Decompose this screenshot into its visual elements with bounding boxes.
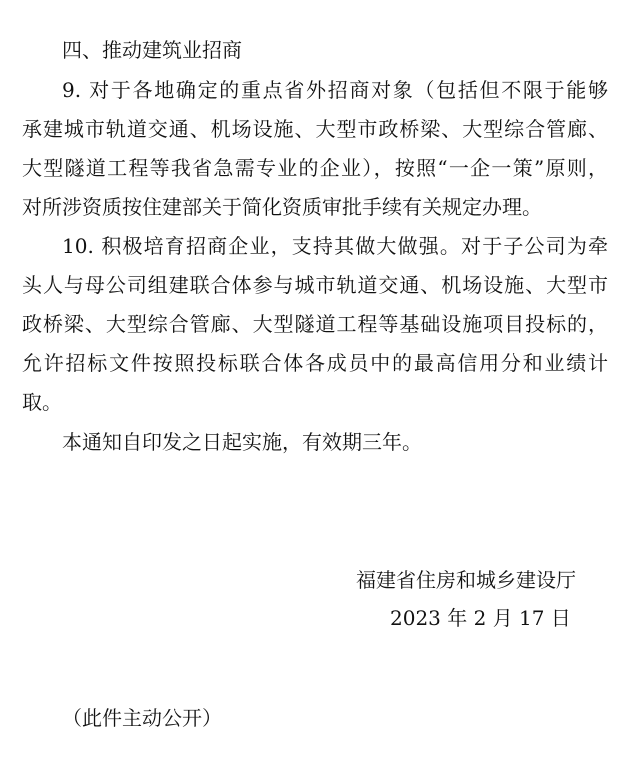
disclosure-note: （此件主动公开） — [62, 706, 222, 730]
paragraph-line: 大型隧道工程等我省急需专业的企业），按照“一企一策”原则， — [22, 156, 608, 180]
paragraph-line: 9. 对于各地确定的重点省外招商对象（包括但不限于能够 — [62, 78, 608, 102]
paragraph-line: 承建城市轨道交通、机场设施、大型市政桥梁、大型综合管廊、 — [22, 117, 608, 141]
section-heading: 四、推动建筑业招商 — [62, 38, 242, 62]
paragraph-line: 头人与母公司组建联合体参与城市轨道交通、机场设施、大型市 — [22, 273, 608, 297]
paragraph-line: 允许招标文件按照投标联合体各成员中的最高信用分和业绩计 — [22, 351, 608, 375]
paragraph-line: 取。 — [22, 390, 62, 414]
paragraph-line: 10. 积极培育招商企业，支持其做大做强。对于子公司为牵 — [62, 234, 608, 258]
issue-date: 2023 年 2 月 17 日 — [390, 606, 571, 630]
issuer-name: 福建省住房和城乡建设厅 — [356, 568, 576, 592]
paragraph-line: 政桥梁、大型综合管廊、大型隧道工程等基础设施项目投标的， — [22, 312, 608, 336]
effective-notice: 本通知自印发之日起实施，有效期三年。 — [62, 430, 422, 454]
paragraph-line: 对所涉资质按住建部关于简化资质审批手续有关规定办理。 — [22, 195, 542, 219]
